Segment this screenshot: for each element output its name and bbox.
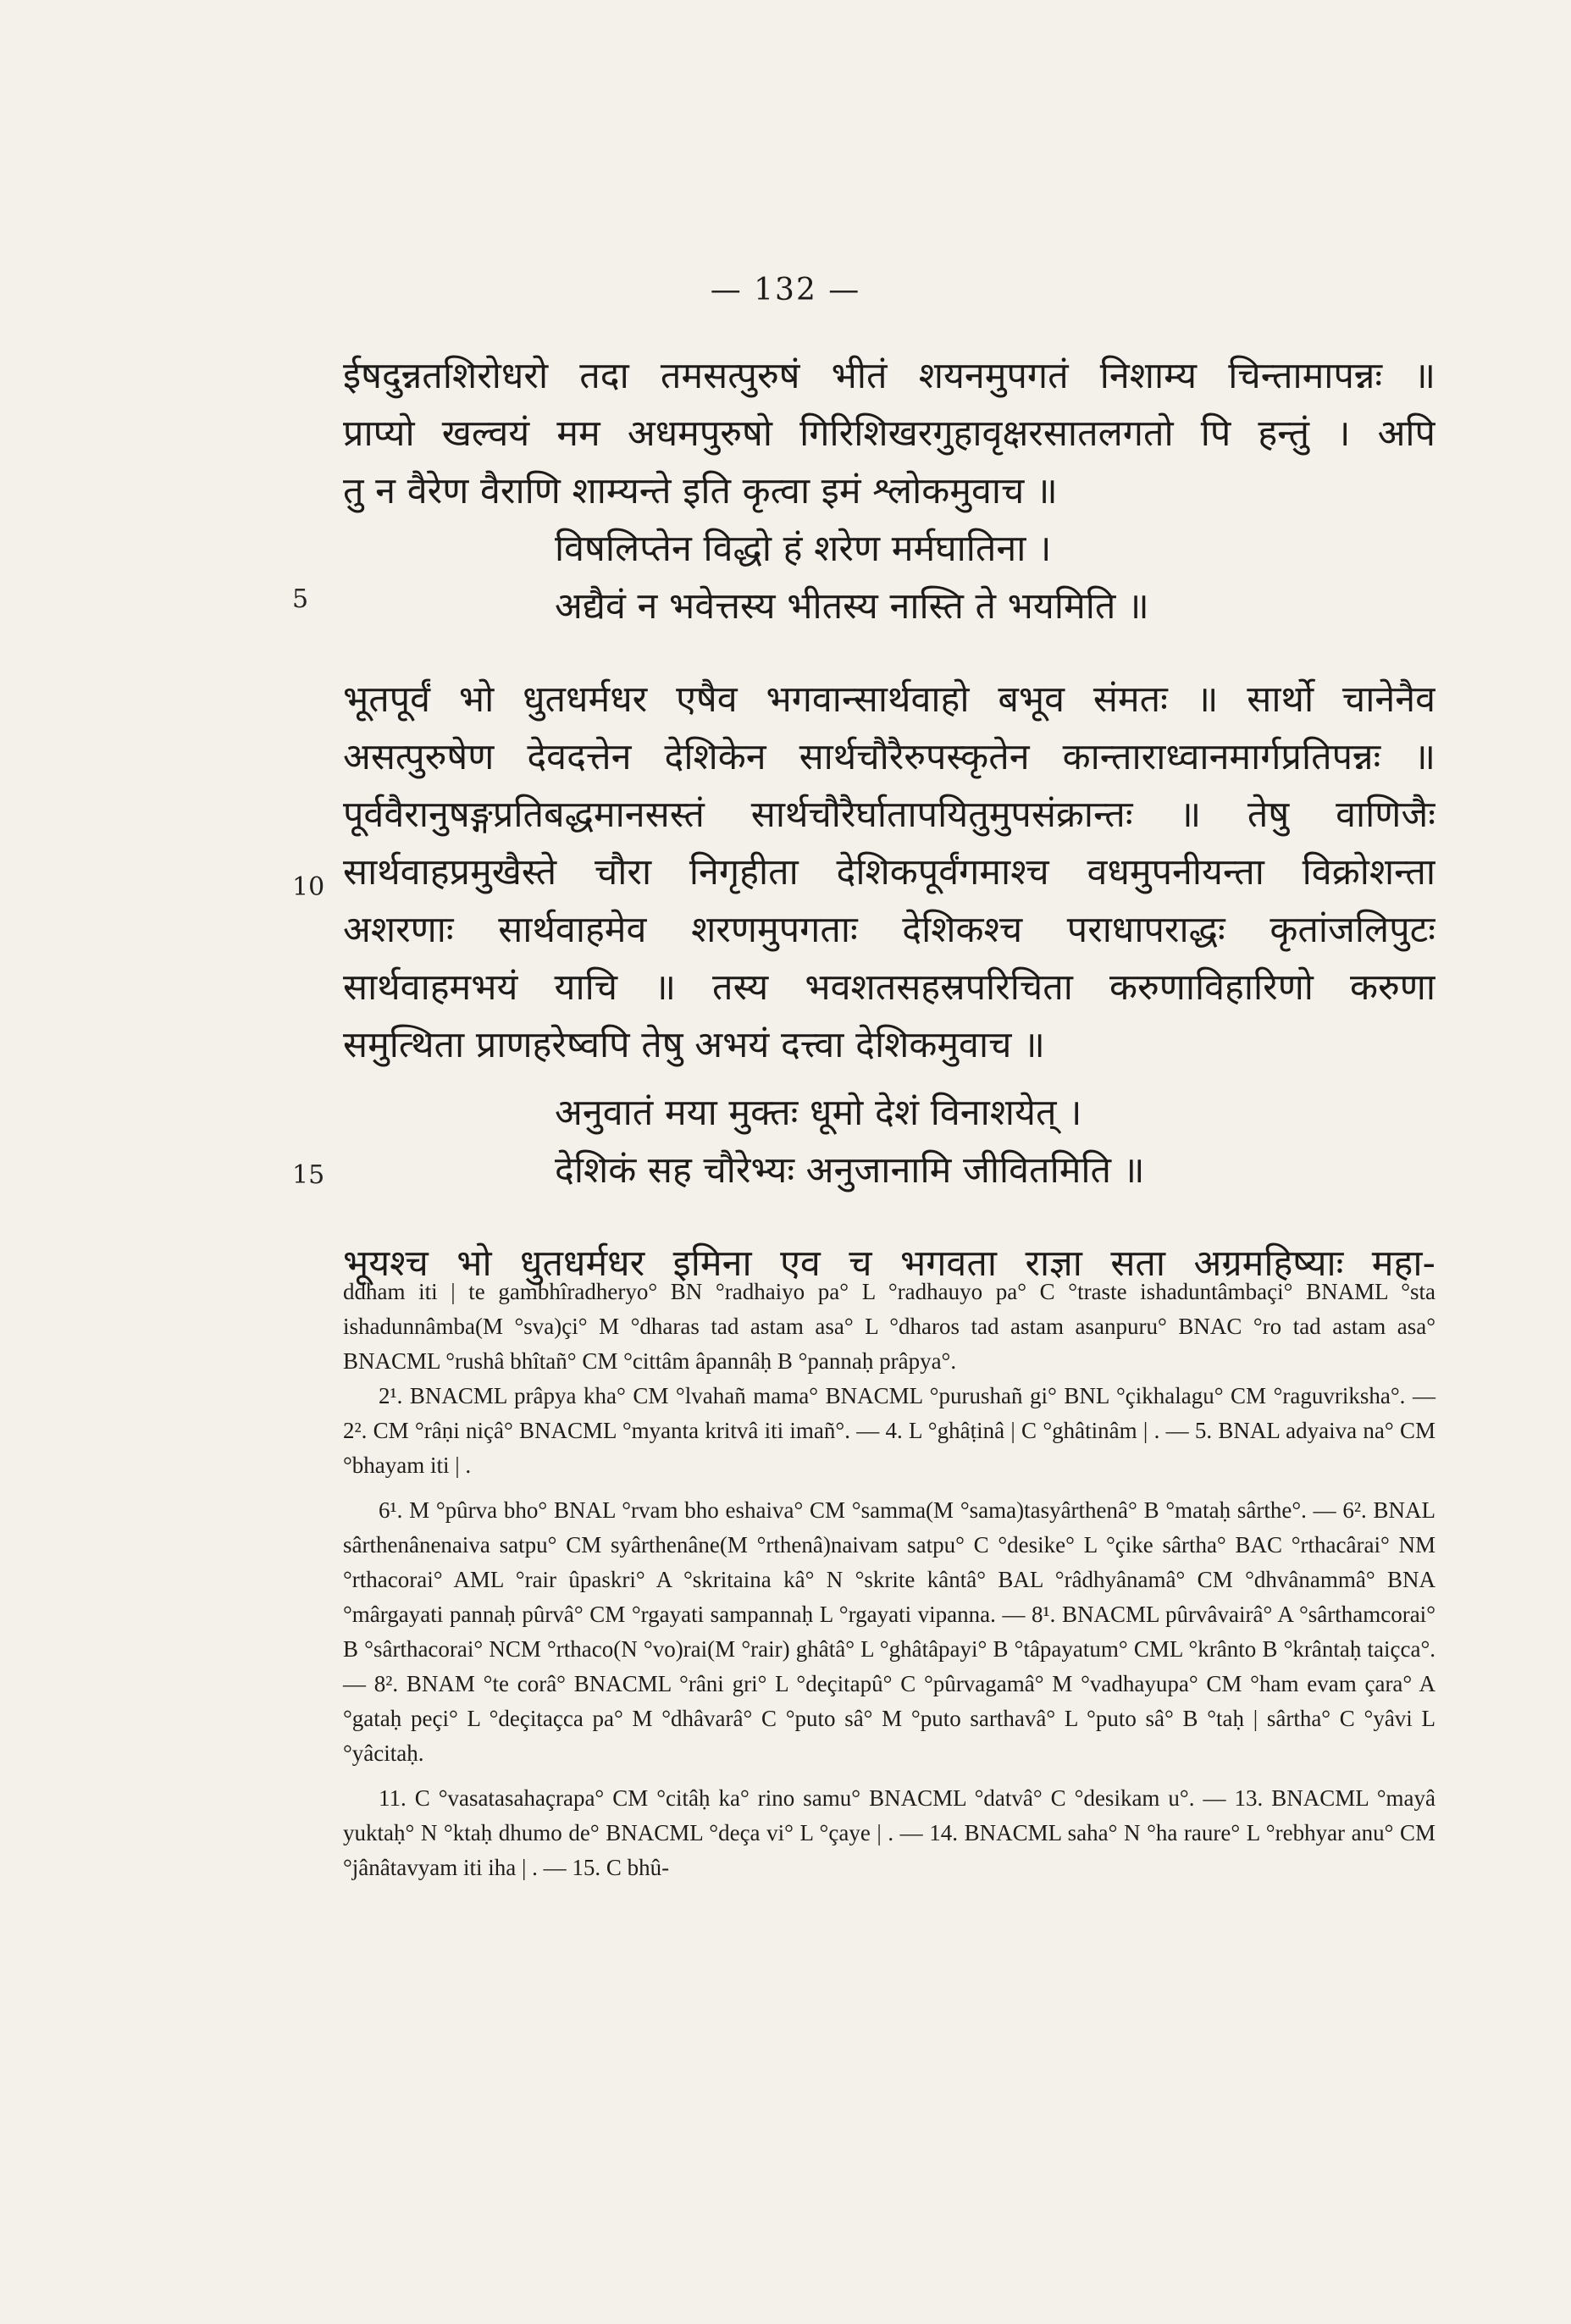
text-line: पूर्ववैरानुषङ्गप्रतिबद्धमानसस्तं सार्थचौरैर्घातापयितुमुपसंक्रान्तः ॥ तेषु वाणिजैः (343, 794, 1435, 836)
verse-line: अनुवातं मया मुक्तः धूमो देशं विनाशयेत् । (555, 1092, 1082, 1134)
line-number-5: 5 (292, 584, 309, 614)
page-number: — 132 — (710, 273, 861, 307)
text-line: समुत्थिता प्राणहरेष्वपि तेषु अभयं दत्त्वा देशिकमुवाच ॥ (343, 1024, 1045, 1066)
line-number-10: 10 (292, 872, 325, 902)
text-line: भूतपूर्वं भो धुतधर्मधर एषैव भगवान्सार्थवाहो बभूव संमतः ॥ सार्थो चानेनैव (343, 678, 1435, 721)
text-line: सार्थवाहप्रमुखैस्ते चौरा निगृहीता देशिकपूर्वंगमाश्च वधमुपनीयन्ता विक्रोशन्ता (343, 851, 1435, 894)
line-number-15: 15 (292, 1160, 325, 1190)
footnote: 11. C °vasatasahaçrapa° CM °citâḥ ka° rino samu° BNACML °datvâ° C °desikam u°. — 13. BNACML °mayâ yuktaḥ° N °ktaḥ dhumo de° BNACML °deça vi° L °çaye | . — 14. BNACML saha° N °ha raure° L °rebhyar anu° CM °jânâtavyam iti iha | . — 15. C bhû- (343, 1785, 1435, 1880)
text-line: सार्थवाहमभयं याचि ॥ तस्य भवशतसहस्रपरिचिता करुणाविहारिणो करुणा (343, 966, 1435, 1009)
text-line: अशरणाः सार्थवाहमेव शरणमुपगताः देशिकश्च पराधापराद्धः कृतांजलिपुटः (343, 909, 1435, 951)
verse-line: अद्यैवं न भवेत्तस्य भीतस्य नास्ति ते भयमिति ॥ (555, 585, 1149, 628)
text-line: असत्पुरुषेण देवदत्तेन देशिकेन सार्थचौरैरुपस्कृतेन कान्ताराध्वानमार्गप्रतिपन्नः ॥ (343, 736, 1435, 778)
footnote: 6¹. M °pûrva bho° BNAL °rvam bho eshaiva° CM °samma(M °sama)tasyârthenâ° B °mataḥ sârthe°. — 6². BNAL sârthenânenaiva satpu° CM syârthenâne(M °rthenâ)naivam satpu° C °desike° L °çike sârtha° BAC °rthacârai° NM °rthacorai° AML °rair ûpaskri° A °skritaina kâ° N °skrite kântâ° BAL °râdhyânamâ° CM °dhvânammâ° BNA °mârgayati pannaḥ pûrvâ° CM °rgayati sampannaḥ L °rgayati vipanna. — 8¹. BNACML pûrvâvairâ° A °sârthamcorai° B °sârthacorai° NCM °rthaco(N °vo)rai(M °rair) ghâtâ° L °ghâtâpayi° B °tâpayatum° CML °krânto B °krântaḥ taiçca°. — 8². BNAM °te corâ° BNACML °râni gri° L °deçitapû° C °pûrvagamâ° M °vadhayupa° CM °ham evam çara° A °gataḥ peçi° L °deçitaçca pa° M °dhâvarâ° C °puto sâ° M °puto sarthavâ° L °puto sâ° B °taḥ | sârtha° C °yâvi L °yâcitaḥ. (343, 1497, 1435, 1766)
main-text (343, 347, 1435, 1292)
text-line: भूयश्च भो धुतधर्मधर इमिना एव च भगवता राज्ञा सता अग्रमहिष्याः महा- (343, 1242, 1435, 1285)
verse-line: विषलिप्तेन विद्धो हं शरेण मर्मघातिना । (555, 528, 1052, 570)
verse-line: देशिकं सह चौरेभ्यः अनुजानामि जीवितमिति ॥ (555, 1149, 1145, 1192)
critical-apparatus (343, 1275, 1435, 1895)
text-line: तु न वैरेण वैराणि शाम्यन्ते इति कृत्वा इमं श्लोकमुवाच ॥ (343, 470, 1058, 512)
footnote: 2¹. BNACML prâpya kha° CM °lvahañ mama° BNACML °purushañ gi° BNL °çikhalagu° CM °raguvriksha°. — 2². CM °râṇi niçâ° BNACML °myanta kritvâ iti imañ°. — 4. L °ghâṭinâ | C °ghâtinâm | . — 5. BNAL adyaiva na° CM °bhayam iti | . (343, 1383, 1435, 1478)
footnote: ddham iti | te gambhîradheryo° BN °radhaiyo pa° L °radhauyo pa° C °traste ishaduntâmbaçi° BNAML °sta ishadunnâmba(M °sva)çi° M °dharas tad astam asa° L °dharos tad astam asanpuru° BNAC °ro tad astam asa° BNACML °rushâ bhîtañ° CM °cittâm âpannâḥ B °pannaḥ prâpya°. (343, 1279, 1435, 1374)
text-line: प्राप्यो खल्वयं मम अधमपुरुषो गिरिशिखरगुहावृक्षरसातलगतो पि हन्तुं । अपि (343, 412, 1435, 455)
text-line: ईषदुन्नतशिरोधरो तदा तमसत्पुरुषं भीतं शयनमुपगतं निशाम्य चिन्तामापन्नः ॥ (343, 355, 1435, 397)
